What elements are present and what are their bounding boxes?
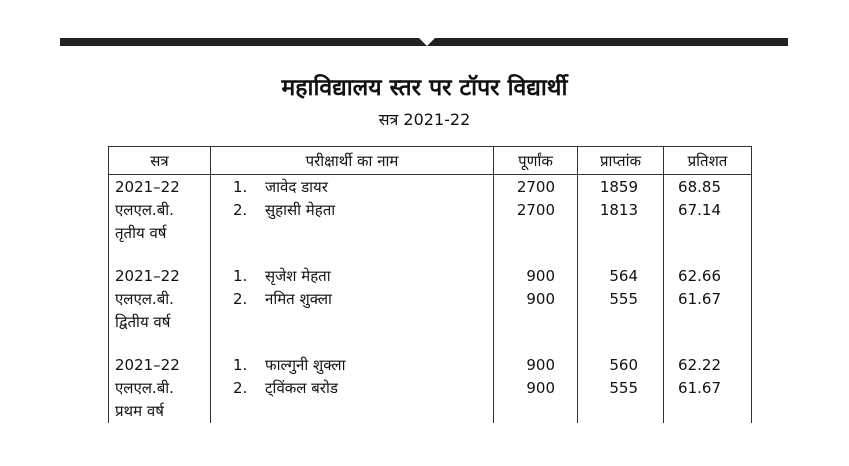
student-name-row (233, 265, 493, 288)
rank-number: 2. (233, 290, 248, 308)
percent-cell (664, 353, 752, 423)
header-percentage: प्रतिशत (664, 147, 752, 175)
percentage: 62.22 (678, 356, 721, 374)
header-total-marks: पूर्णांक (494, 147, 578, 175)
table-group (109, 175, 752, 246)
session-year: 2021–22 (115, 267, 180, 285)
rank-number: 1. (233, 267, 248, 285)
course-name: एलएल.बी. (115, 201, 174, 219)
session-year: 2021–22 (115, 356, 180, 374)
rank-number: 1. (233, 178, 248, 196)
percentage: 68.85 (678, 178, 721, 196)
student-name-row (233, 199, 493, 222)
header-name: परीक्षार्थी का नाम (211, 147, 494, 175)
course-year: प्रथम वर्ष (115, 402, 164, 420)
student-name-row (233, 377, 493, 400)
total-marks: 900 (526, 267, 555, 285)
percentage: 67.14 (678, 201, 721, 219)
top-rule-notch (419, 38, 435, 46)
table-header-row (109, 147, 752, 175)
percentage: 62.66 (678, 267, 721, 285)
table-group (109, 264, 752, 334)
total-marks: 900 (526, 356, 555, 374)
total-cell (494, 175, 578, 246)
student-name: ट्विंकल बरोड (265, 379, 338, 397)
header-session: सत्र (109, 147, 211, 175)
session-cell (109, 264, 211, 334)
total-marks: 2700 (516, 201, 555, 219)
percentage: 61.67 (678, 379, 721, 397)
total-cell (494, 264, 578, 334)
name-cell (211, 353, 494, 423)
total-cell (494, 353, 578, 423)
page-title: महाविद्यालय स्तर पर टॉपर विद्यार्थी (281, 75, 568, 101)
course-year: द्वितीय वर्ष (115, 313, 171, 331)
student-name-row (233, 354, 493, 377)
total-marks: 900 (526, 379, 555, 397)
obtained-marks: 560 (609, 356, 638, 374)
student-name: सुहासी मेहता (265, 201, 336, 219)
total-marks: 2700 (516, 178, 555, 196)
toppers-table (108, 146, 752, 423)
rank-number: 2. (233, 201, 248, 219)
obtained-cell (578, 175, 664, 246)
course-name: एलएल.बी. (115, 290, 174, 308)
rank-number: 2. (233, 379, 248, 397)
group-spacer (109, 245, 752, 264)
obtained-marks: 564 (609, 267, 638, 285)
course-year: तृतीय वर्ष (115, 224, 167, 242)
obtained-cell (578, 264, 664, 334)
student-name: जावेद डायर (265, 178, 328, 196)
student-name: सृजेश मेहता (265, 267, 331, 285)
session-cell (109, 175, 211, 246)
percent-cell (664, 264, 752, 334)
group-spacer (109, 334, 752, 353)
session-subtitle: सत्र 2021-22 (378, 110, 471, 129)
percent-cell (664, 175, 752, 246)
obtained-marks: 1813 (599, 201, 638, 219)
header-obtained-marks: प्राप्तांक (578, 147, 664, 175)
obtained-cell (578, 353, 664, 423)
total-marks: 900 (526, 290, 555, 308)
student-name: फाल्गुनी शुक्ला (265, 356, 346, 374)
table-group (109, 353, 752, 423)
course-name: एलएल.बी. (115, 379, 174, 397)
name-cell (211, 175, 494, 246)
obtained-marks: 1859 (599, 178, 638, 196)
session-year: 2021–22 (115, 178, 180, 196)
rank-number: 1. (233, 356, 248, 374)
name-cell (211, 264, 494, 334)
student-name-row (233, 288, 493, 311)
obtained-marks: 555 (609, 379, 638, 397)
student-name-row (233, 176, 493, 199)
percentage: 61.67 (678, 290, 721, 308)
student-name: नमित शुक्ला (265, 290, 332, 308)
obtained-marks: 555 (609, 290, 638, 308)
session-cell (109, 353, 211, 423)
